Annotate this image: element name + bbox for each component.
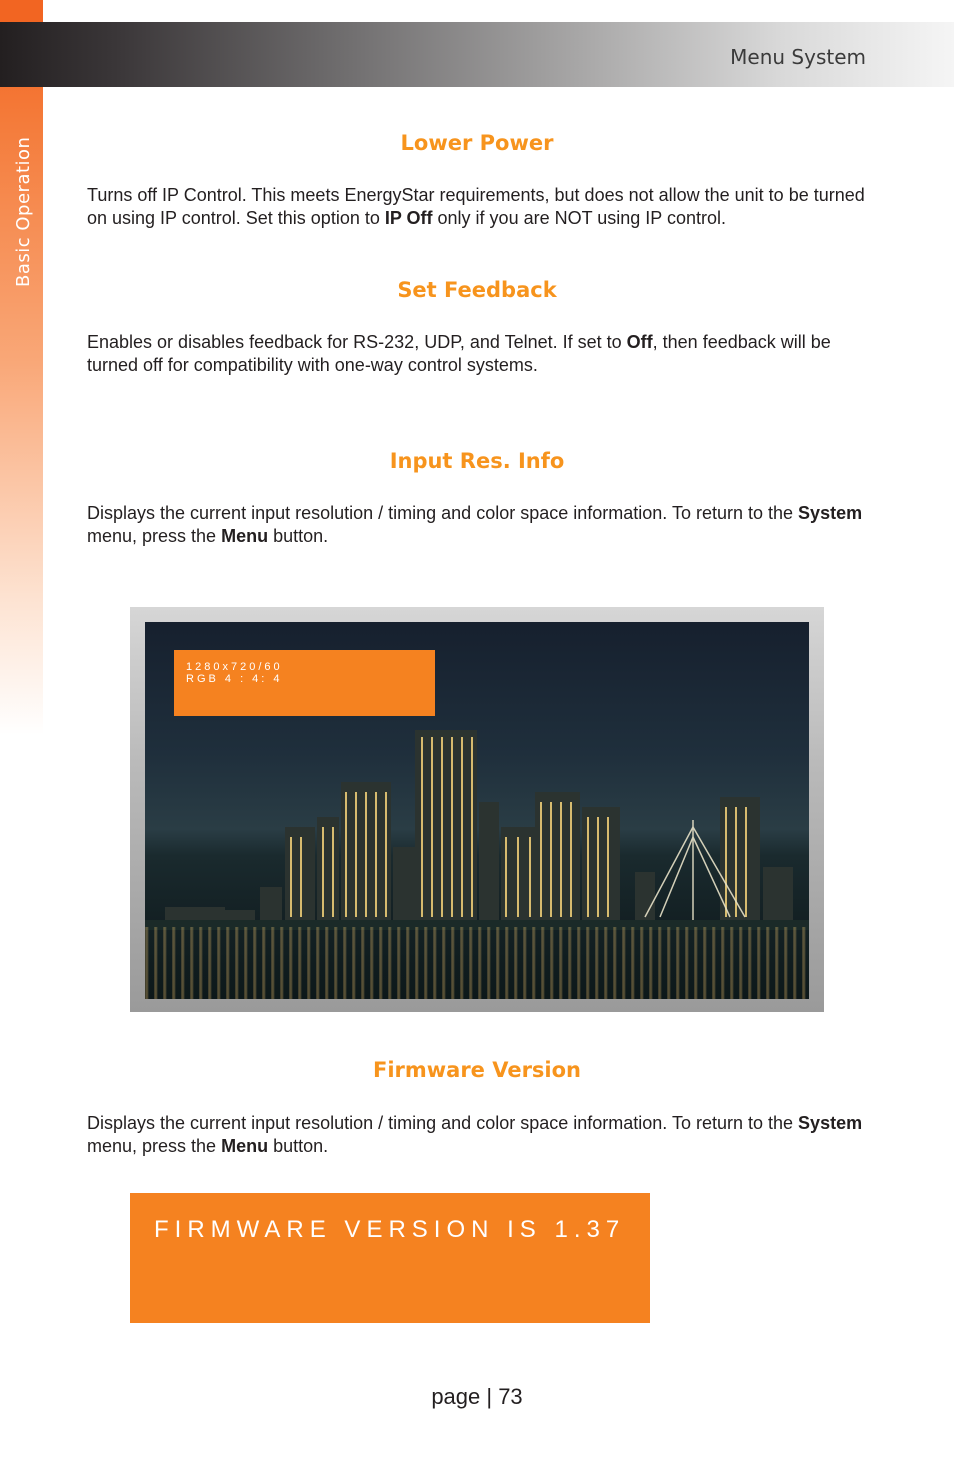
- section-title-input-res-info: Input Res. Info: [389, 449, 565, 473]
- header-title: Menu System: [730, 45, 866, 69]
- page-number: page | 73: [431, 1384, 523, 1409]
- display-screen: [145, 622, 809, 999]
- section-title-firmware-version: Firmware Version: [372, 1058, 582, 1082]
- firmware-osd-box: [130, 1193, 650, 1323]
- firmware-version-description: Displays the current input resolution / timing and color space information. To return to the System menu, press the Menu button.: [87, 1113, 863, 1156]
- section-title-lower-power: Lower Power: [400, 131, 554, 155]
- osd-color-space: RGB 4 : 4: 4: [186, 673, 283, 685]
- water-reflection: [145, 927, 809, 999]
- lower-power-description: Turns off IP Control. This meets EnergyStar requirements, but does not allow the unit to be turned on using IP control. Set this option to IP Off only if you are NOT using IP control.: [87, 185, 865, 228]
- osd-resolution: 1280x720/60: [186, 661, 283, 673]
- side-tab-label: Basic Operation: [13, 136, 34, 287]
- input-res-info-description: Displays the current input resolution / timing and color space information. To return to the System menu, press the Menu button.: [87, 503, 863, 546]
- display-bezel: [130, 607, 824, 1012]
- side-tab: [0, 0, 43, 735]
- firmware-osd-text: FIRMWARE VERSION IS 1.37: [154, 1216, 626, 1243]
- set-feedback-description: Enables or disables feedback for RS-232, UDP, and Telnet. If set to Off, then feedback will be turned off for compatibility with one-way control systems.: [87, 332, 831, 375]
- osd-info-box: [174, 650, 435, 716]
- section-title-set-feedback: Set Feedback: [397, 278, 557, 302]
